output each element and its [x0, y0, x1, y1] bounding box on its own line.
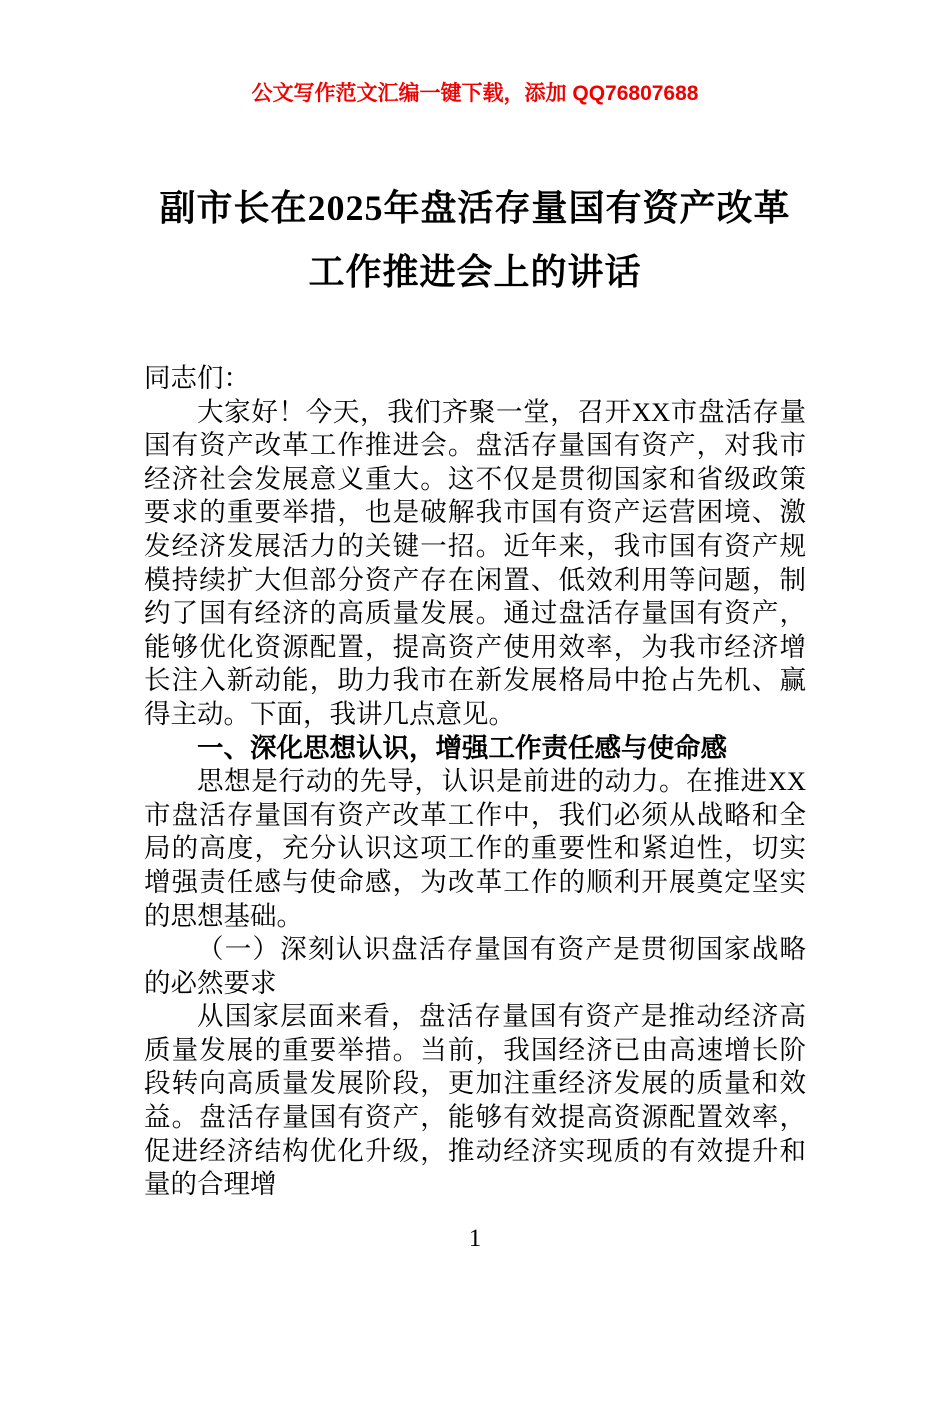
paragraph-heading-2: （一）深刻认识盘活存量国有资产是贯彻国家战略的必然要求 — [144, 934, 806, 998]
paragraph-salutation: 同志们： — [144, 363, 250, 393]
promo-notice: 公文写作范文汇编一键下载，添加 QQ76807688 — [251, 82, 699, 105]
document-page — [0, 82, 950, 1426]
document-title: 副市长在2025年盘活存量国有资产改革工作推进会上的讲话 — [159, 188, 791, 292]
paragraph-body: 思想是行动的先导，认识是前进的动力。在推进XX市盘活存量国有资产改革工作中，我们必须从战略和全局的高度，充分认识这项工作的重要性和紧迫性，切实增强责任感与使命感，为改革工作的顺利开展奠定坚实的思想基础。 — [144, 766, 806, 931]
paragraph-heading-1: 一、深化思想认识，增强工作责任感与使命感 — [197, 732, 727, 763]
page-number: 1 — [468, 1224, 482, 1252]
document-body — [144, 362, 806, 1202]
paragraph-body: 大家好！今天，我们齐聚一堂，召开XX市盘活存量国有资产改革工作推进会。盘活存量国有资产，对我市经济社会发展意义重大。这不仅是贯彻国家和省级政策要求的重要举措，也是破解我市国有资产运营困境、激发经济发展活力的关键一招。近年来，我市国有资产规模持续扩大但部分资产存在闲置、低效利用等问题，制约了国有经济的高质量发展。通过盘活存量国有资产，能够优化资源配置，提高资产使用效率，为我市经济增长注入新动能，助力我市在新发展格局中抢占先机、赢得主动。下面，我讲几点意见。 — [144, 396, 806, 729]
paragraph-body: 从国家层面来看，盘活存量国有资产是推动经济高质量发展的重要举措。当前，我国经济已由高速增长阶段转向高质量发展阶段，更加注重经济发展的质量和效益。盘活存量国有资产，能够有效提高资源配置效率，促进经济结构优化升级，推动经济实现质的有效提升和量的合理增 — [144, 1001, 806, 1200]
